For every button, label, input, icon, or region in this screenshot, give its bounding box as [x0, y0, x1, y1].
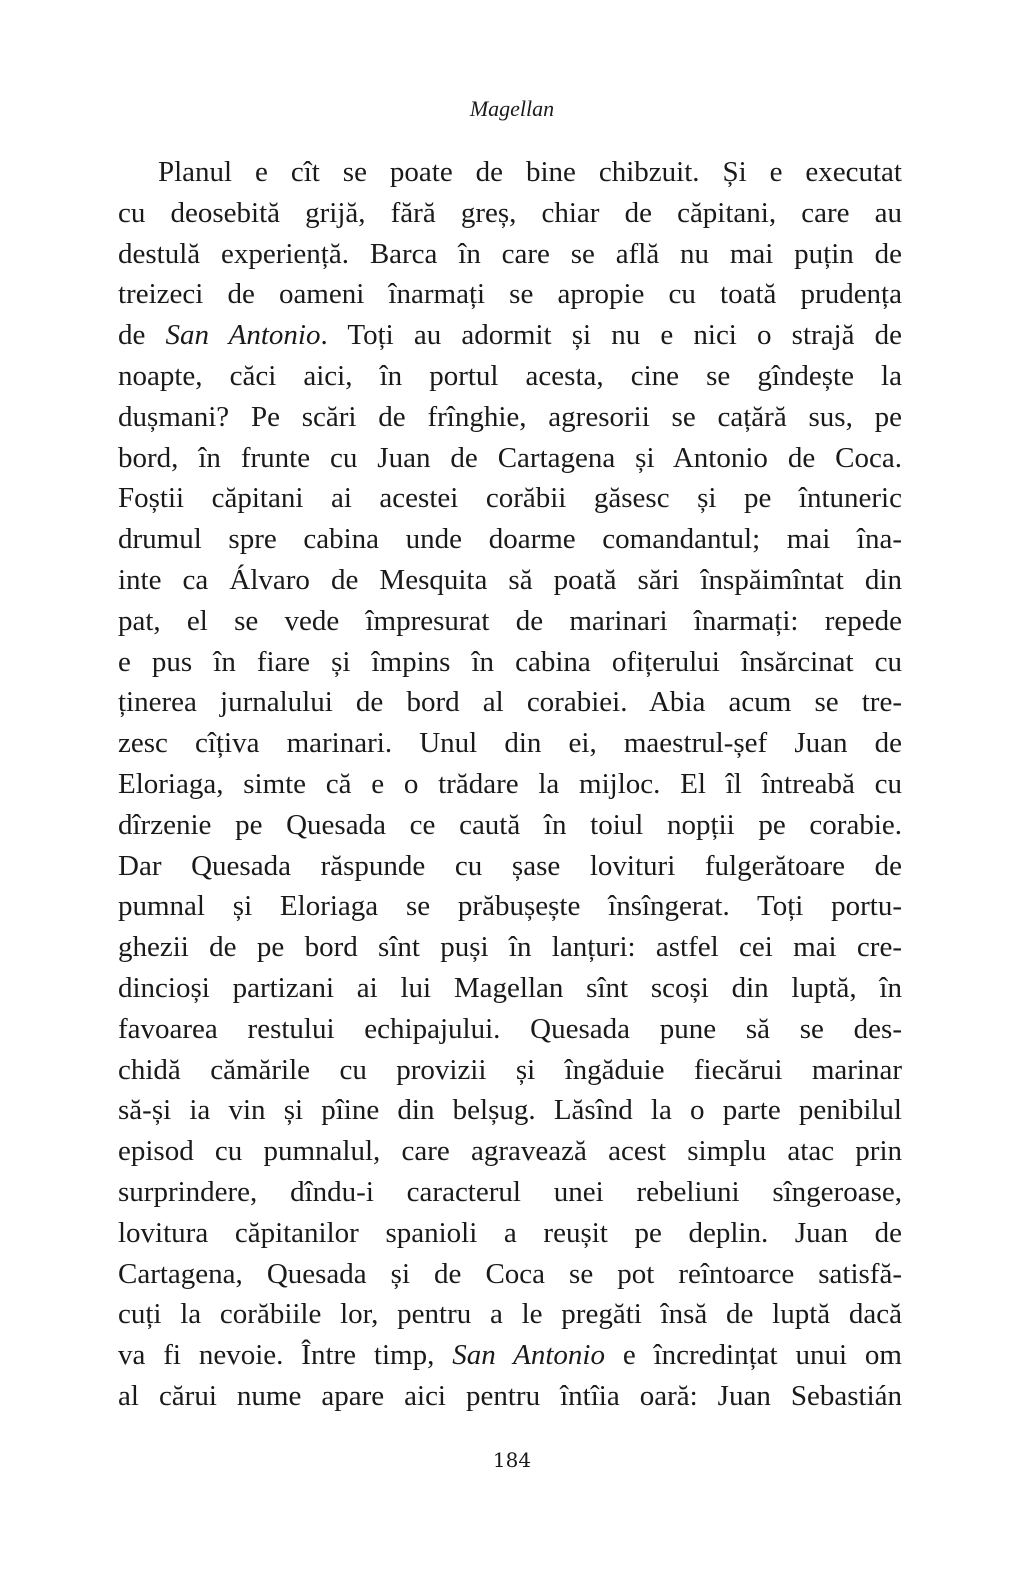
text-segment: Eloriaga, simte că e o trădare la mijloc. El îl întreabă cu [118, 767, 902, 800]
text-segment: noapte, căci aici, în portul acesta, cine se gîndește la [118, 359, 902, 392]
running-head: Magellan [469, 96, 555, 121]
text-segment: destulă experiență. Barca în care se află nu mai puțin de [118, 237, 902, 270]
text-line [118, 560, 902, 601]
text-segment: inte ca Álvaro de Mesquita să poată sări înspăimîntat din [118, 563, 902, 596]
text-segment: bord, în frunte cu Juan de Cartagena și Antonio de Coca. [118, 441, 902, 474]
text-segment: dușmani? Pe scări de frînghie, agresorii se cațără sus, pe [118, 400, 902, 433]
text-segment: Dar Quesada răspunde cu șase lovituri fulgerătoare de [118, 849, 902, 882]
text-segment: ghezii de pe bord sînt puși în lanțuri: astfel cei mai cre- [118, 931, 902, 964]
text-line [118, 642, 902, 683]
text-segment: treizeci de oameni înarmați se apropie cu toată prudența [118, 278, 902, 311]
italic-text: San Antonio [452, 1339, 605, 1372]
text-segment: Cartagena, Quesada și de Coca se pot reîntoarce satisfă- [118, 1257, 902, 1290]
text-line [118, 1009, 902, 1050]
text-line [118, 723, 902, 764]
text-segment: cu deosebită grijă, fără greș, chiar de căpitani, care au [118, 196, 902, 229]
text-line [118, 478, 902, 519]
text-segment: ținerea jurnalului de bord al corabiei. Abia acum se tre- [118, 686, 902, 719]
text-line [118, 1213, 902, 1254]
text-line [118, 886, 902, 927]
text-line [118, 315, 902, 356]
text-line [118, 274, 902, 315]
text-segment: al cărui nume apare aici pentru întîia oară: Juan Sebastián [118, 1379, 902, 1412]
text-segment: . Toți au adormit și nu e nici o strajă de [320, 319, 902, 352]
text-line [118, 193, 902, 234]
text-line [118, 1294, 902, 1335]
text-segment: lovitura căpitanilor spanioli a reușit pe deplin. Juan de [118, 1216, 902, 1249]
text-segment: de [118, 319, 166, 352]
text-segment: surprindere, dîndu-i caracterul unei rebeliuni sîngeroase, [118, 1175, 902, 1208]
text-segment: zesc cîțiva marinari. Unul din ei, maestrul-șef Juan de [118, 727, 902, 760]
text-line [118, 1254, 902, 1295]
text-segment: episod cu pumnalul, care agravează acest simplu atac prin [118, 1135, 902, 1168]
text-segment: favoarea restului echipajului. Quesada pune să se des- [118, 1012, 902, 1045]
text-segment: e încredințat unui om [604, 1339, 902, 1372]
text-line [118, 1335, 902, 1376]
text-line [118, 1050, 902, 1091]
text-line [118, 1090, 902, 1131]
text-segment: drumul spre cabina unde doarme comandantul; mai îna- [118, 523, 902, 556]
text-segment: cuți la corăbiile lor, pentru a le pregăti însă de luptă dacă [118, 1298, 902, 1331]
text-line [118, 397, 902, 438]
text-segment: chidă cămările cu provizii și îngăduie fiecărui marinar [118, 1053, 902, 1086]
text-line [118, 1131, 902, 1172]
italic-text: San Antonio [165, 319, 321, 352]
text-segment: va fi nevoie. Între timp, [118, 1339, 453, 1372]
text-line [118, 927, 902, 968]
text-segment: e pus în fiare și împins în cabina ofițerului însărcinat cu [118, 645, 902, 678]
text-line [118, 805, 902, 846]
text-segment: Planul e cît se poate de bine chibzuit. Și e executat [158, 156, 902, 188]
text-line [118, 846, 902, 887]
text-segment: dîrzenie pe Quesada ce caută în toiul nopții pe corabie. [118, 808, 902, 841]
text-line [118, 764, 902, 805]
text-segment: dincioși partizani ai lui Magellan sînt scoși din luptă, în [118, 971, 902, 1004]
text-line [118, 1172, 902, 1213]
text-line [118, 1376, 902, 1417]
text-line [118, 152, 902, 193]
body-text [118, 152, 902, 1417]
text-segment: pumnal și Eloriaga se prăbușește însîngerat. Toți portu- [118, 890, 902, 923]
text-line [118, 519, 902, 560]
text-segment: să-și ia vin și pîine din belșug. Lăsînd la o parte penibilul [118, 1094, 902, 1127]
text-line [118, 682, 902, 723]
text-segment: pat, el se vede împresurat de marinari înarmați: repede [118, 604, 902, 637]
text-segment: Foștii căpitani ai acestei corăbii găsesc și pe întuneric [118, 482, 902, 515]
text-line [118, 438, 902, 479]
page-number: 184 [492, 1448, 532, 1472]
text-line [118, 234, 902, 275]
text-line [118, 968, 902, 1009]
text-line [118, 601, 902, 642]
text-line [118, 356, 902, 397]
